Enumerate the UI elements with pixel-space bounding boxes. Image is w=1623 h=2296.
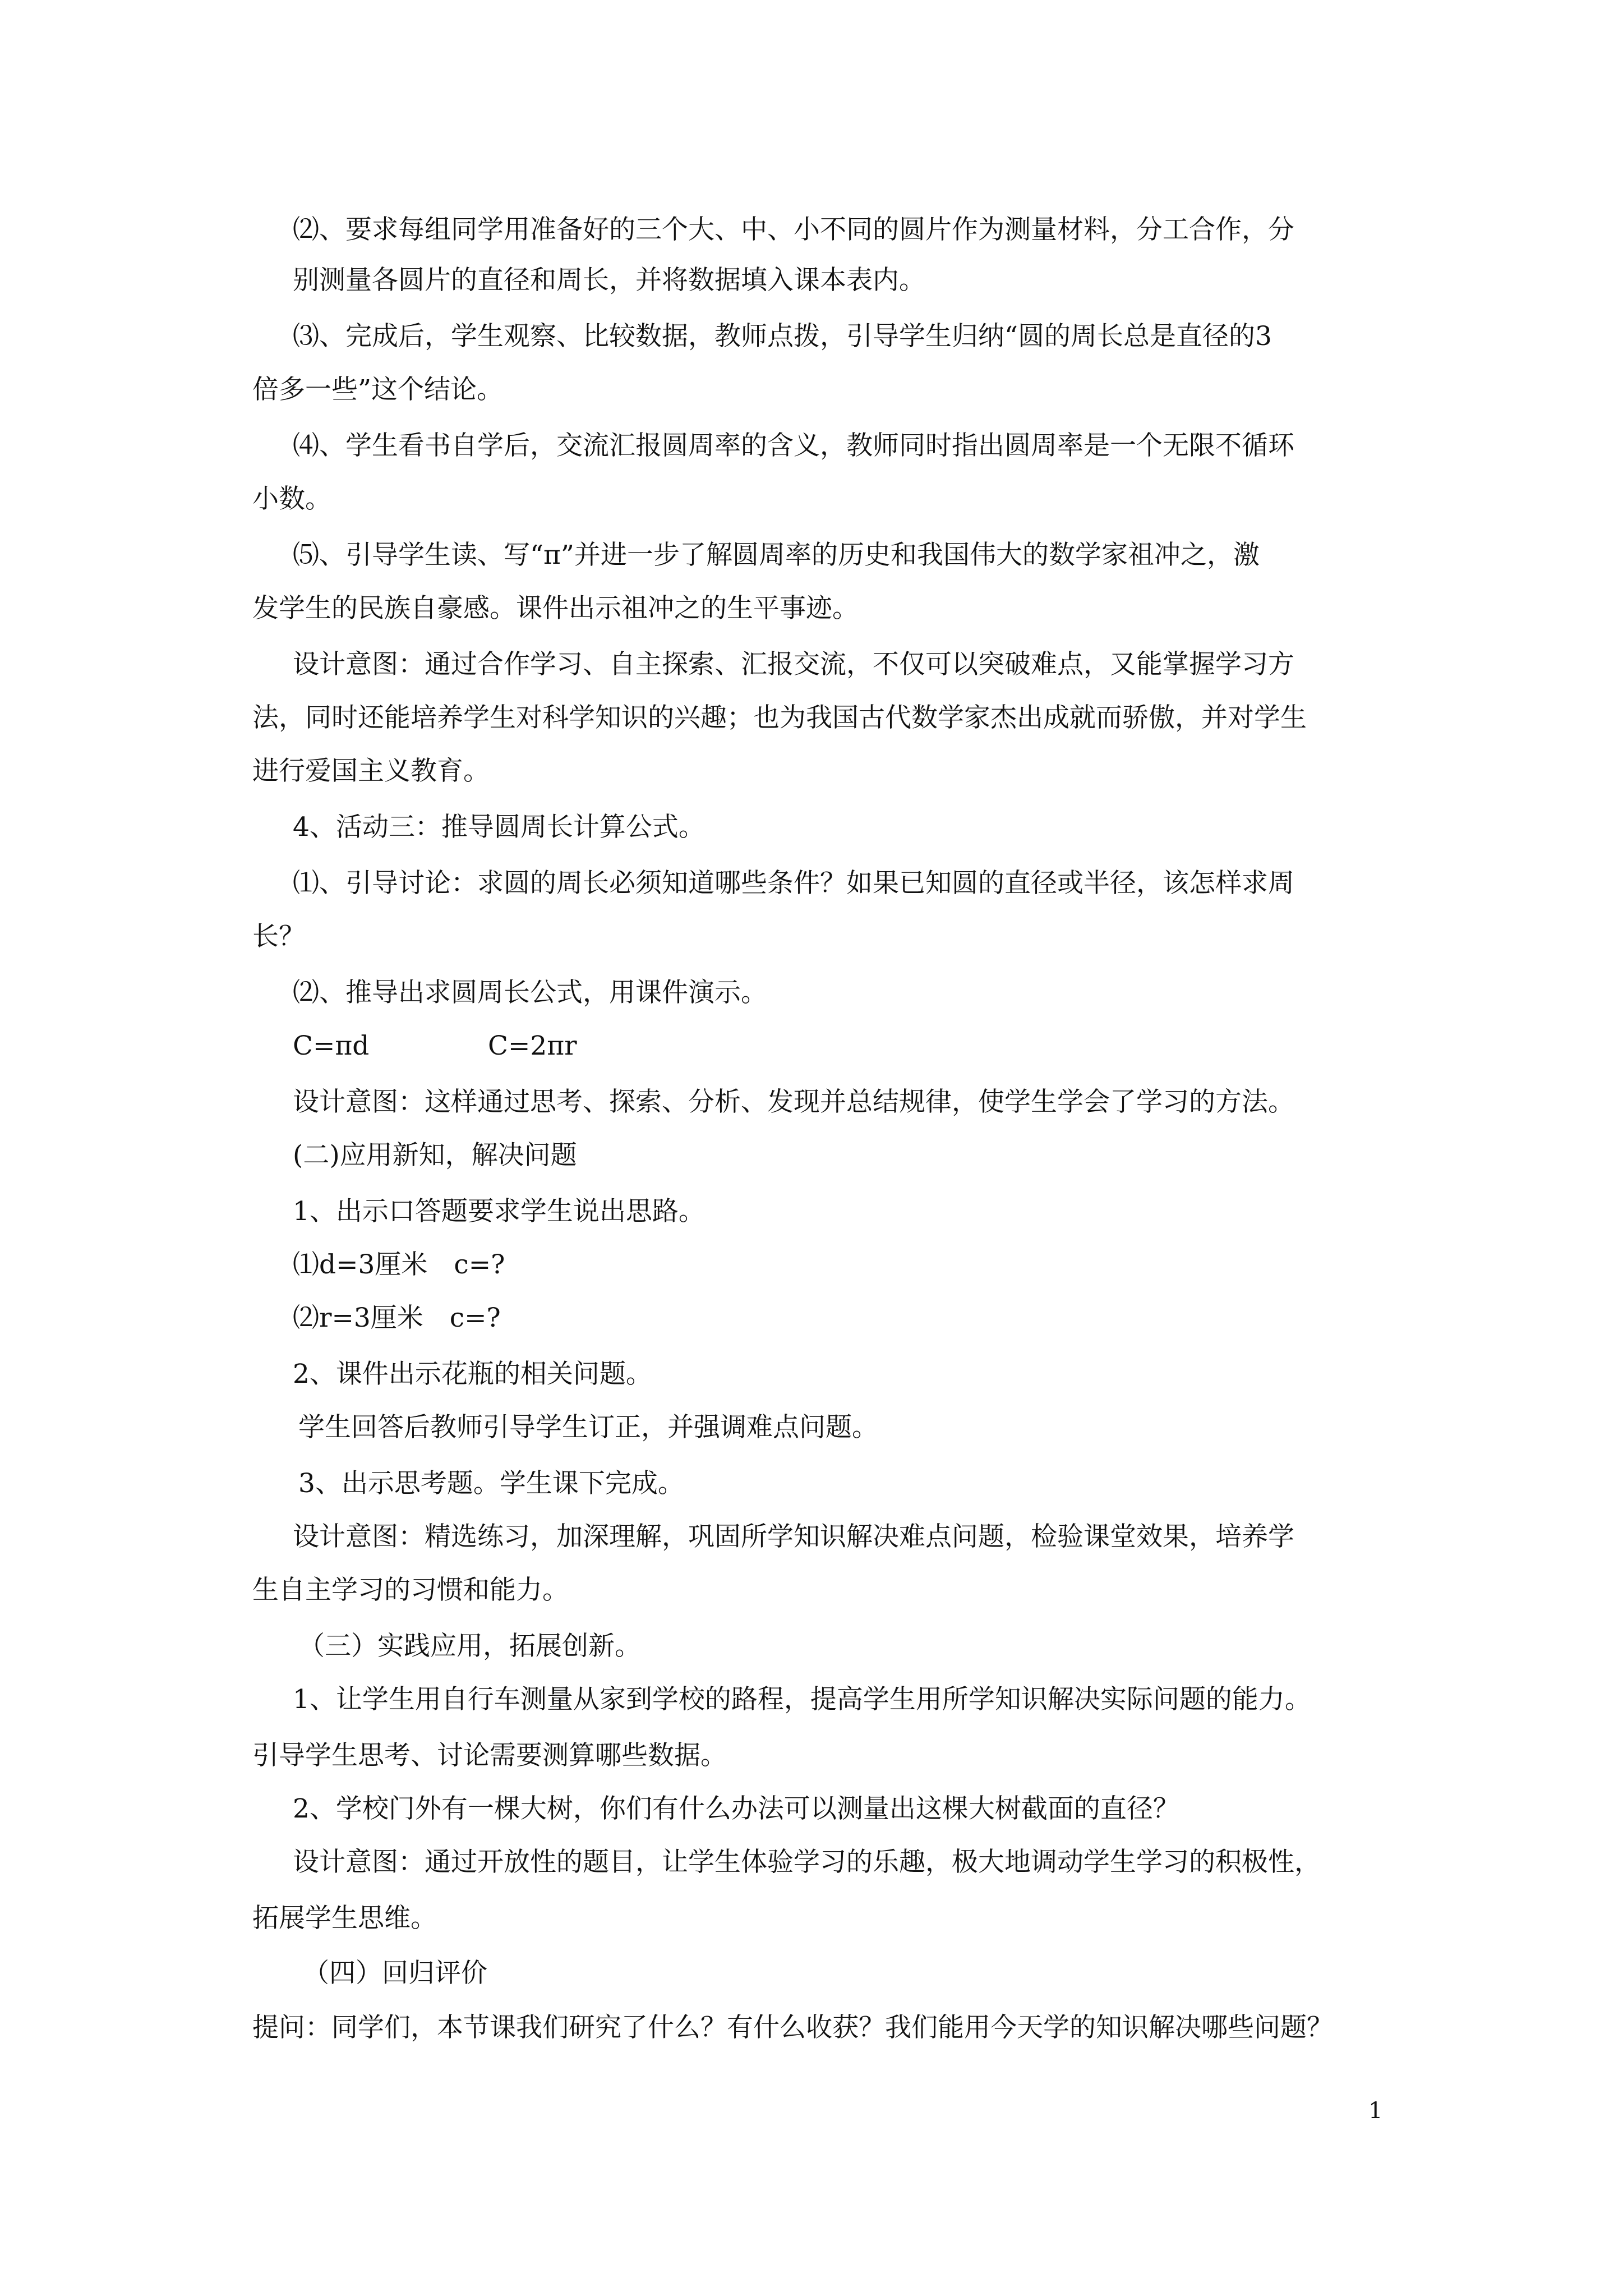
text-line: ⑶、完成后，学生观察、比较数据，教师点拨，引导学生归纳“圆的周长总是直径的3 xyxy=(293,321,1272,352)
text-line: 提问：同学们，本节课我们研究了什么？有什么收获？我们能用今天学的知识解决哪些问题？ xyxy=(252,2012,1333,2043)
text-line: 设计意图：这样通过思考、探索、分析、发现并总结规律，使学生学会了学习的方法。 xyxy=(293,1087,1294,1117)
text-line: 发学生的民族自豪感。课件出示祖冲之的生平事迹。 xyxy=(252,593,859,624)
text-line: 1、让学生用自行车测量从家到学校的路程，提高学生用所学知识解决实际问题的能力。 xyxy=(293,1684,1311,1715)
text-line: 引导学生思考、讨论需要测算哪些数据。 xyxy=(252,1740,727,1771)
text-line: 设计意图：通过开放性的题目，让学生体验学习的乐趣，极大地调动学生学习的积极性， xyxy=(293,1847,1321,1878)
text-line: ⑵r=3厘米 c=? xyxy=(293,1303,501,1333)
text-line: ⑷、学生看书自学后，交流汇报圆周率的含义，教师同时指出圆周率是一个无限不循环 xyxy=(293,430,1294,461)
text-line: 倍多一些”这个结论。 xyxy=(252,374,504,405)
section-heading: （四）回归评价 xyxy=(303,1958,487,1989)
text-line: 2、学校门外有一棵大树，你们有什么办法可以测量出这棵大树截面的直径？ xyxy=(293,1793,1179,1824)
text-line: 3、出示思考题。学生课下完成。 xyxy=(298,1468,684,1499)
text-line: ⑴d=3厘米 c=? xyxy=(293,1249,505,1280)
text-line: 别测量各圆片的直径和周长，并将数据填入课本表内。 xyxy=(293,265,925,296)
text-line: 2、课件出示花瓶的相关问题。 xyxy=(293,1359,652,1389)
text-line: 法，同时还能培养学生对科学知识的兴趣；也为我国古代数学家杰出成就而骄傲，并对学生 xyxy=(252,702,1307,733)
text-line: 1、出示口答题要求学生说出思路。 xyxy=(293,1196,705,1227)
text-line: ⑵、推导出求圆周长公式，用课件演示。 xyxy=(293,977,767,1008)
text-line: 拓展学生思维。 xyxy=(252,1903,437,1934)
text-line: 进行爱国主义教育。 xyxy=(252,756,490,786)
text-line: ⑸、引导学生读、写“π”并进一步了解圆周率的历史和我国伟大的数学家祖冲之，激 xyxy=(293,540,1260,570)
text-line: 4、活动三：推导圆周长计算公式。 xyxy=(293,812,705,843)
text-line: 长？ xyxy=(252,921,305,952)
section-heading: (二)应用新知，解决问题 xyxy=(293,1140,577,1171)
text-line: 设计意图：精选练习，加深理解，巩固所学知识解决难点问题，检验课堂效果，培养学 xyxy=(293,1521,1294,1552)
text-line: 小数。 xyxy=(252,484,331,514)
text-line: 生自主学习的习惯和能力。 xyxy=(252,1575,569,1605)
formula-radius: C=2πr xyxy=(488,1030,577,1061)
page-number: 1 xyxy=(1368,2098,1383,2124)
text-line: 设计意图：通过合作学习、自主探索、汇报交流，不仅可以突破难点，又能掌握学习方 xyxy=(293,649,1294,680)
formula-diameter: C=πd xyxy=(293,1030,370,1061)
section-heading: （三）实践应用，拓展创新。 xyxy=(298,1631,641,1662)
text-line: ⑵、要求每组同学用准备好的三个大、中、小不同的圆片作为测量材料，分工合作，分 xyxy=(293,214,1294,245)
text-line: 学生回答后教师引导学生订正，并强调难点问题。 xyxy=(298,1412,878,1443)
text-line: ⑴、引导讨论：求圆的周长必须知道哪些条件？如果已知圆的直径或半径，该怎样求周 xyxy=(293,868,1294,899)
